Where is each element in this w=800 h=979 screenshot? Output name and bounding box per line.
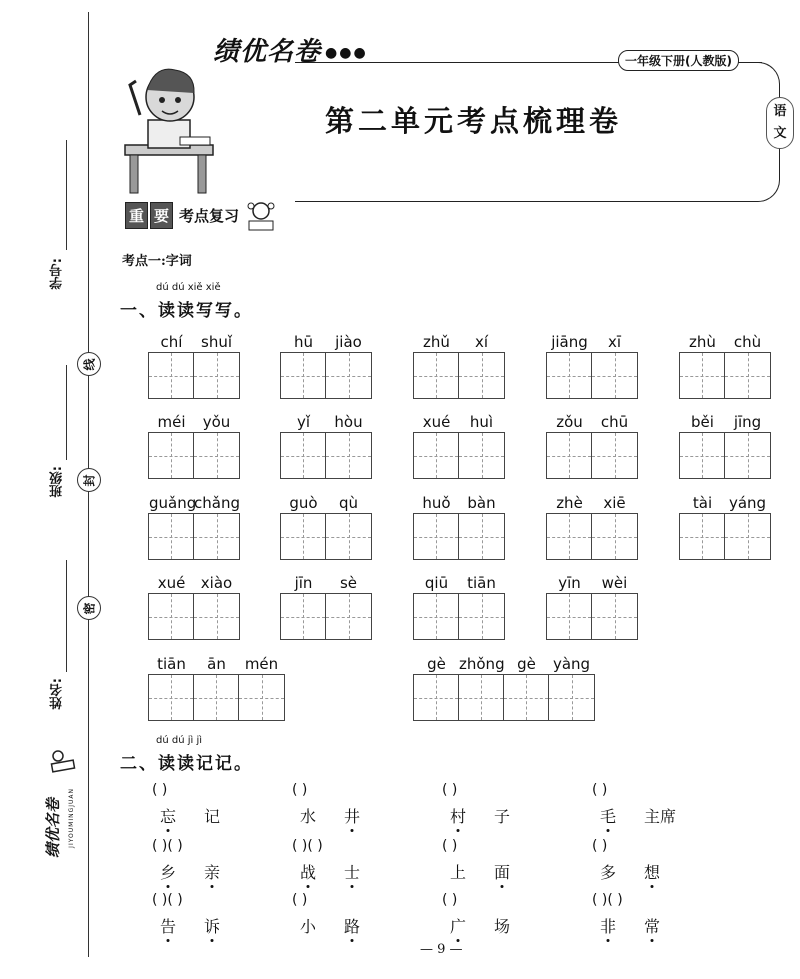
vocab-char: 子 xyxy=(494,807,511,826)
subject-char-2: 文 xyxy=(773,126,787,141)
pinyin-syllable: huǒ xyxy=(422,494,451,512)
binding-margin xyxy=(0,0,100,979)
pinyin-syllable: qù xyxy=(338,494,359,512)
writing-cell[interactable] xyxy=(549,675,594,720)
vocab-char: 毛 xyxy=(600,807,617,826)
writing-cell[interactable] xyxy=(725,514,770,559)
section-banner xyxy=(125,200,279,230)
writing-cell[interactable] xyxy=(459,514,504,559)
vocab-char: 主席 xyxy=(644,807,677,826)
word-box[interactable] xyxy=(413,654,595,721)
writing-cell[interactable] xyxy=(281,594,326,639)
writing-cell[interactable] xyxy=(459,594,504,639)
writing-cell[interactable] xyxy=(149,514,194,559)
writing-grid[interactable] xyxy=(148,432,240,479)
writing-cell[interactable] xyxy=(680,514,725,559)
pinyin-syllable: sè xyxy=(339,574,358,592)
word-pinyin xyxy=(148,412,240,432)
word-box[interactable] xyxy=(148,573,240,640)
vocab-word xyxy=(450,860,510,883)
class-field xyxy=(48,466,72,497)
writing-grid[interactable] xyxy=(546,352,638,399)
vocab-char: 亲 xyxy=(204,863,221,882)
pinyin-syllable: zhǒng xyxy=(459,655,505,673)
writing-grid[interactable] xyxy=(148,513,240,560)
vocab-char: 告 xyxy=(160,917,177,936)
pinyin-syllable: xí xyxy=(474,333,489,351)
word-pinyin xyxy=(280,493,372,513)
vocab-word xyxy=(450,804,510,827)
side-logo-pinyin: JIYOUMINGJUAN xyxy=(68,788,75,848)
pinyin-syllable: gè xyxy=(517,655,536,673)
q2-title: 二、读读记记。 xyxy=(120,754,253,774)
pinyin-syllable: xué xyxy=(157,574,186,592)
pinyin-syllable: guǎng xyxy=(149,494,197,512)
writing-cell[interactable] xyxy=(281,433,326,478)
pinyin-blank[interactable]: ( )( ) xyxy=(292,838,323,854)
q2-pinyin: dú dú jì jì xyxy=(156,735,203,746)
writing-grid[interactable] xyxy=(679,513,771,560)
word-box[interactable] xyxy=(280,412,372,479)
writing-cell[interactable] xyxy=(547,433,592,478)
pinyin-syllable: chǎng xyxy=(194,494,240,512)
subject-char-1: 语 xyxy=(773,104,787,119)
vocab-word xyxy=(600,914,660,937)
writing-cell[interactable] xyxy=(680,433,725,478)
writing-grid[interactable] xyxy=(413,352,505,399)
name-label: 姓名: xyxy=(50,678,65,710)
writing-cell[interactable] xyxy=(459,433,504,478)
word-box[interactable] xyxy=(148,654,285,721)
brand-text: 绩优名卷 xyxy=(213,37,322,67)
pinyin-syllable: zhè xyxy=(556,494,583,512)
student-number-label: 学号: xyxy=(50,258,65,290)
writing-cell[interactable] xyxy=(239,675,284,720)
side-logo-text: 绩优名卷 xyxy=(44,797,62,858)
pinyin-syllable: chù xyxy=(733,333,762,351)
writing-cell[interactable] xyxy=(194,353,239,398)
writing-grid[interactable] xyxy=(679,432,771,479)
word-box[interactable] xyxy=(413,412,505,479)
writing-cell[interactable] xyxy=(592,514,637,559)
subject-tab xyxy=(766,97,794,149)
seal-mi: 密 xyxy=(77,596,101,620)
writing-grid[interactable] xyxy=(546,513,638,560)
word-box[interactable] xyxy=(546,573,638,640)
pinyin-syllable: xiē xyxy=(603,494,626,512)
pinyin-syllable: guò xyxy=(289,494,318,512)
word-pinyin xyxy=(413,412,505,432)
vocab-char: 士 xyxy=(344,863,361,882)
writing-grid[interactable] xyxy=(280,513,372,560)
pinyin-syllable: zǒu xyxy=(556,413,583,431)
word-box[interactable] xyxy=(546,412,638,479)
word-box[interactable] xyxy=(679,412,771,479)
writing-cell[interactable] xyxy=(194,675,239,720)
header xyxy=(115,25,795,185)
writing-cell[interactable] xyxy=(414,353,459,398)
q1-title: 一、读读写写。 xyxy=(120,301,253,321)
pinyin-blank[interactable]: ( )( ) xyxy=(152,892,183,908)
writing-grid[interactable] xyxy=(148,593,240,640)
pinyin-blank[interactable]: ( ) xyxy=(292,782,308,798)
banner-chip-2: 要 xyxy=(150,202,173,229)
vocab-word xyxy=(300,804,360,827)
pinyin-blank[interactable]: ( ) xyxy=(442,892,458,908)
writing-cell[interactable] xyxy=(281,353,326,398)
vocab-char: 战 xyxy=(300,863,317,882)
name-blank xyxy=(66,560,67,672)
pinyin-syllable: méi xyxy=(157,413,186,431)
pinyin-syllable: jīn xyxy=(294,574,313,592)
word-box[interactable] xyxy=(679,493,771,560)
pinyin-syllable: ān xyxy=(207,655,226,673)
student-number-blank xyxy=(66,140,67,250)
writing-cell[interactable] xyxy=(680,353,725,398)
writing-cell[interactable] xyxy=(414,675,459,720)
pinyin-syllable: jiāng xyxy=(551,333,588,351)
pinyin-syllable: chí xyxy=(160,333,183,351)
word-pinyin xyxy=(546,412,638,432)
pinyin-syllable: yīn xyxy=(558,574,581,592)
pinyin-syllable: qiū xyxy=(424,574,449,592)
word-pinyin xyxy=(280,412,372,432)
pinyin-syllable: mén xyxy=(244,655,279,673)
pinyin-blank[interactable]: ( ) xyxy=(292,892,308,908)
pinyin-blank[interactable]: ( ) xyxy=(442,838,458,854)
vocab-char: 常 xyxy=(644,917,661,936)
word-box[interactable] xyxy=(546,332,638,399)
writing-cell[interactable] xyxy=(592,353,637,398)
writing-cell[interactable] xyxy=(592,594,637,639)
vocab-char: 乡 xyxy=(160,863,177,882)
pinyin-blank[interactable]: ( )( ) xyxy=(152,838,183,854)
word-box[interactable] xyxy=(280,332,372,399)
writing-cell[interactable] xyxy=(326,353,371,398)
vocab-word xyxy=(160,804,220,827)
writing-cell[interactable] xyxy=(149,433,194,478)
word-box[interactable] xyxy=(148,493,240,560)
pinyin-syllable: shuǐ xyxy=(201,333,232,351)
vocab-char: 广 xyxy=(450,917,467,936)
page-number: — 9 — xyxy=(420,942,463,957)
word-pinyin xyxy=(148,332,240,352)
kaodian-label: 考点一:字词 xyxy=(122,254,192,269)
pinyin-blank[interactable]: ( ) xyxy=(152,782,168,798)
pinyin-syllable: hū xyxy=(293,333,313,351)
pinyin-syllable: wèi xyxy=(601,574,628,592)
vocab-char: 多 xyxy=(600,863,617,882)
writing-grid[interactable] xyxy=(546,593,638,640)
writing-cell[interactable] xyxy=(547,514,592,559)
pinyin-syllable: tiān xyxy=(467,574,496,592)
vocab-char: 记 xyxy=(204,807,221,826)
writing-grid[interactable] xyxy=(148,674,285,721)
writing-grid[interactable] xyxy=(413,513,505,560)
word-box[interactable] xyxy=(413,573,505,640)
writing-cell[interactable] xyxy=(504,675,549,720)
class-label: 班级: xyxy=(50,466,65,498)
writing-cell[interactable] xyxy=(326,594,371,639)
q1-pinyin: dú dú xiě xiě xyxy=(156,282,221,293)
vocab-word xyxy=(450,914,510,937)
vocab-word xyxy=(160,914,220,937)
brand-dots: ●●● xyxy=(325,44,368,61)
word-box[interactable] xyxy=(679,332,771,399)
writing-cell[interactable] xyxy=(459,675,504,720)
student-number-field xyxy=(48,258,72,289)
writing-cell[interactable] xyxy=(547,353,592,398)
banner-text: 考点复习 xyxy=(179,206,240,225)
pinyin-blank[interactable]: ( ) xyxy=(442,782,458,798)
writing-grid[interactable] xyxy=(148,352,240,399)
vocab-word xyxy=(600,860,660,883)
vocab-char: 小 xyxy=(300,917,317,936)
word-pinyin xyxy=(280,332,372,352)
word-box[interactable] xyxy=(148,332,240,399)
seal-feng: 封 xyxy=(77,468,101,492)
writing-cell[interactable] xyxy=(459,353,504,398)
writing-cell[interactable] xyxy=(414,433,459,478)
vocab-word xyxy=(160,860,220,883)
pinyin-syllable: yǐ xyxy=(296,413,311,431)
pinyin-syllable: xiào xyxy=(200,574,233,592)
word-pinyin xyxy=(546,332,638,352)
class-blank xyxy=(66,365,67,460)
word-pinyin xyxy=(413,573,505,593)
writing-cell[interactable] xyxy=(725,433,770,478)
pinyin-syllable: bàn xyxy=(467,494,496,512)
side-logo xyxy=(38,748,82,858)
pinyin-syllable: jiào xyxy=(335,333,362,351)
pinyin-syllable: yáng xyxy=(728,494,767,512)
writing-cell[interactable] xyxy=(414,594,459,639)
word-pinyin xyxy=(280,573,372,593)
grade-badge: 一年级下册(人教版) xyxy=(618,50,739,71)
writing-cell[interactable] xyxy=(326,514,371,559)
pinyin-blank[interactable]: ( ) xyxy=(592,838,608,854)
word-pinyin xyxy=(148,573,240,593)
writing-cell[interactable] xyxy=(547,594,592,639)
word-pinyin xyxy=(679,412,771,432)
vocab-char: 场 xyxy=(494,917,511,936)
word-box[interactable] xyxy=(148,412,240,479)
page-title: 第二单元考点梳理卷 xyxy=(325,104,623,138)
word-pinyin xyxy=(413,493,505,513)
girl-icon xyxy=(243,197,279,233)
writing-grid[interactable] xyxy=(280,432,372,479)
student-illustration xyxy=(120,45,215,195)
writing-grid[interactable] xyxy=(679,352,771,399)
vocab-word xyxy=(300,860,360,883)
pinyin-blank[interactable]: ( ) xyxy=(592,782,608,798)
pencil-icon xyxy=(48,748,78,778)
vocab-char: 路 xyxy=(344,917,361,936)
vocab-char: 村 xyxy=(450,807,467,826)
writing-grid[interactable] xyxy=(413,674,595,721)
writing-grid[interactable] xyxy=(413,432,505,479)
word-pinyin xyxy=(413,332,505,352)
writing-cell[interactable] xyxy=(149,353,194,398)
vocab-char: 诉 xyxy=(204,917,221,936)
vocab-char: 井 xyxy=(344,807,361,826)
word-pinyin xyxy=(679,332,771,352)
word-box[interactable] xyxy=(413,493,505,560)
vocab-char: 面 xyxy=(494,863,511,882)
writing-cell[interactable] xyxy=(592,433,637,478)
pinyin-syllable: xī xyxy=(607,333,622,351)
writing-grid[interactable] xyxy=(280,593,372,640)
pinyin-syllable: zhǔ xyxy=(423,333,450,351)
pinyin-syllable: hòu xyxy=(334,413,363,431)
pinyin-blank[interactable]: ( )( ) xyxy=(592,892,623,908)
word-box[interactable] xyxy=(280,573,372,640)
pinyin-syllable: tài xyxy=(692,494,713,512)
vocab-char: 非 xyxy=(600,917,617,936)
seal-line: 线 xyxy=(77,352,101,376)
word-box[interactable] xyxy=(280,493,372,560)
writing-grid[interactable] xyxy=(280,352,372,399)
word-box[interactable] xyxy=(546,493,638,560)
writing-cell[interactable] xyxy=(194,433,239,478)
word-pinyin xyxy=(546,493,638,513)
writing-cell[interactable] xyxy=(149,675,194,720)
writing-cell[interactable] xyxy=(725,353,770,398)
word-box[interactable] xyxy=(413,332,505,399)
writing-cell[interactable] xyxy=(414,514,459,559)
vocab-char: 水 xyxy=(300,807,317,826)
pinyin-syllable: gè xyxy=(427,655,446,673)
writing-cell[interactable] xyxy=(194,594,239,639)
word-pinyin xyxy=(148,654,285,674)
pinyin-syllable: zhù xyxy=(689,333,716,351)
writing-cell[interactable] xyxy=(281,514,326,559)
name-field xyxy=(48,678,72,709)
pinyin-syllable: jīng xyxy=(733,413,762,431)
writing-cell[interactable] xyxy=(149,594,194,639)
writing-grid[interactable] xyxy=(546,432,638,479)
word-pinyin xyxy=(546,573,638,593)
pinyin-syllable: tiān xyxy=(157,655,186,673)
vocab-word xyxy=(600,804,676,827)
word-pinyin xyxy=(148,493,240,513)
word-pinyin xyxy=(679,493,771,513)
writing-grid[interactable] xyxy=(413,593,505,640)
writing-cell[interactable] xyxy=(326,433,371,478)
pinyin-syllable: huì xyxy=(469,413,494,431)
vocab-char: 想 xyxy=(644,863,661,882)
pinyin-syllable: běi xyxy=(691,413,714,431)
pinyin-syllable: xué xyxy=(422,413,451,431)
word-pinyin xyxy=(413,654,595,674)
pinyin-syllable: yǒu xyxy=(202,413,231,431)
vocab-char: 忘 xyxy=(160,807,177,826)
banner-chip-1: 重 xyxy=(125,202,148,229)
vocab-char: 上 xyxy=(450,863,467,882)
writing-cell[interactable] xyxy=(194,514,239,559)
pinyin-syllable: chū xyxy=(600,413,629,431)
pinyin-syllable: yàng xyxy=(552,655,591,673)
vocab-word xyxy=(300,914,360,937)
